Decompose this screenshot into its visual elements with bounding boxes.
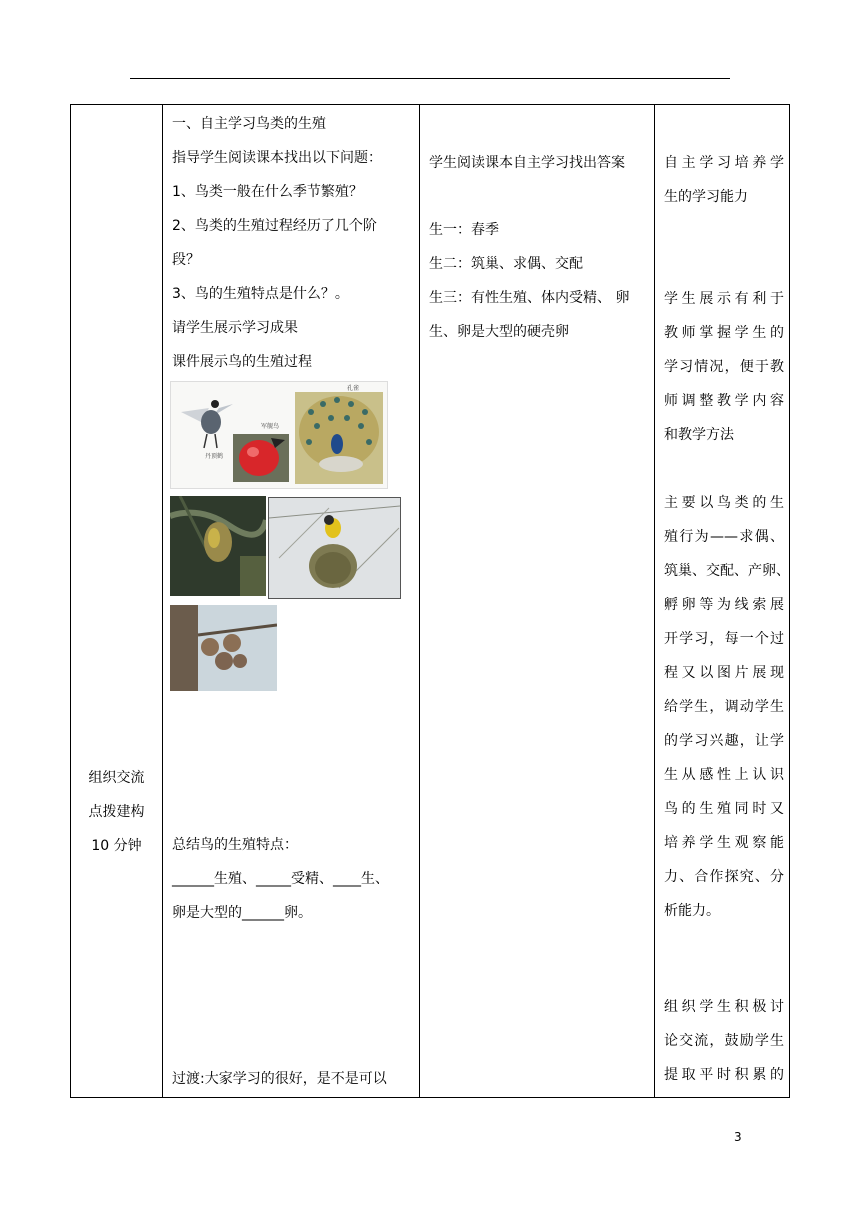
section-heading: 一、自主学习鸟类的生殖 — [172, 116, 326, 132]
student-answer: 生二：筑巢、求偶、交配 — [429, 256, 583, 272]
intent-line: 力、合作探究、分 — [664, 869, 784, 885]
intent-line: 论交流，鼓励学生 — [664, 1033, 784, 1049]
column-divider — [419, 105, 420, 1097]
summary-heading: 总结鸟的生殖特点： — [172, 837, 298, 853]
intent-line: 自主学习培养学 — [664, 155, 784, 171]
header-rule — [130, 78, 730, 79]
tree-nests-image — [170, 605, 277, 691]
stage-duration: 10 分钟 — [91, 838, 142, 854]
weaver-nest-dark-image — [170, 496, 266, 596]
intent-line: 生从感性上认识 — [664, 767, 784, 783]
instruction-line: 课件展示鸟的生殖过程 — [172, 354, 312, 370]
intent-line: 主要以鸟类的生 — [664, 495, 784, 511]
peacock-figure — [295, 392, 383, 484]
student-answer: 生一：春季 — [429, 222, 499, 238]
intent-line: 程又以图片展现 — [664, 665, 784, 681]
transition-line: 过渡:大家学习的很好，是不是可以 — [172, 1071, 387, 1087]
student-answer: 生三：有性生殖、体内受精、 卵 — [429, 290, 630, 306]
intent-line: 教师掌握学生的 — [664, 325, 784, 341]
instruction-line: 指导学生阅读课本找出以下问题： — [172, 150, 382, 166]
student-answer: 生、卵是大型的硬壳卵 — [429, 324, 569, 340]
collage-label: 孔雀 — [347, 385, 360, 392]
instruction-line: 请学生展示学习成果 — [172, 320, 298, 336]
stage-cell — [71, 761, 162, 863]
intent-line: 学生展示有利于 — [664, 291, 784, 307]
intent-line: 给学生，调动学生 — [664, 699, 784, 715]
column-divider — [162, 105, 163, 1097]
intent-line: 提取平时积累的 — [664, 1067, 784, 1083]
question-line: 段？ — [172, 252, 200, 268]
lesson-table — [70, 104, 790, 1098]
intent-line: 开学习，每一个过 — [664, 631, 784, 647]
intent-line: 师调整教学内容 — [664, 393, 784, 409]
intent-line: 析能力。 — [664, 903, 720, 919]
intent-line: 学习情况，便于教 — [664, 359, 784, 375]
page-number: 3 — [734, 1130, 742, 1144]
student-line: 学生阅读课本自主学习找出答案 — [429, 155, 625, 171]
weaver-bird-on-nest-image — [268, 497, 401, 599]
collage-label: 军舰鸟 — [261, 423, 280, 430]
intent-line: 生的学习能力 — [664, 189, 748, 205]
frigatebird-figure — [233, 434, 289, 482]
intent-line: 鸟的生殖同时又 — [664, 801, 784, 817]
question-line: 2、鸟类的生殖过程经历了几个阶 — [172, 218, 377, 234]
intent-line: 培养学生观察能 — [664, 835, 784, 851]
question-line: 1、鸟类一般在什么季节繁殖？ — [172, 184, 363, 200]
intent-line: 筑巢、交配、产卵、 — [664, 563, 790, 579]
question-line: 3、鸟的生殖特点是什么？。 — [172, 286, 349, 302]
column-divider — [654, 105, 655, 1097]
collage-label: 丹顶鹤 — [205, 453, 224, 460]
intent-line: 殖行为——求偶、 — [664, 529, 784, 545]
courtship-collage-image — [170, 381, 388, 489]
fill-in-blank-line: 卵是大型的______卵。 — [172, 905, 312, 921]
fill-in-blank-line: ______生殖、_____受精、____生、 — [172, 871, 389, 887]
intent-line: 组织学生积极讨 — [664, 999, 784, 1015]
intent-line: 的学习兴趣，让学 — [664, 733, 784, 749]
intent-line: 和教学方法 — [664, 427, 734, 443]
stage-line: 组织交流 — [88, 770, 145, 786]
intent-line: 孵卵等为线索展 — [664, 597, 784, 613]
stage-line: 点拨建构 — [88, 804, 145, 820]
